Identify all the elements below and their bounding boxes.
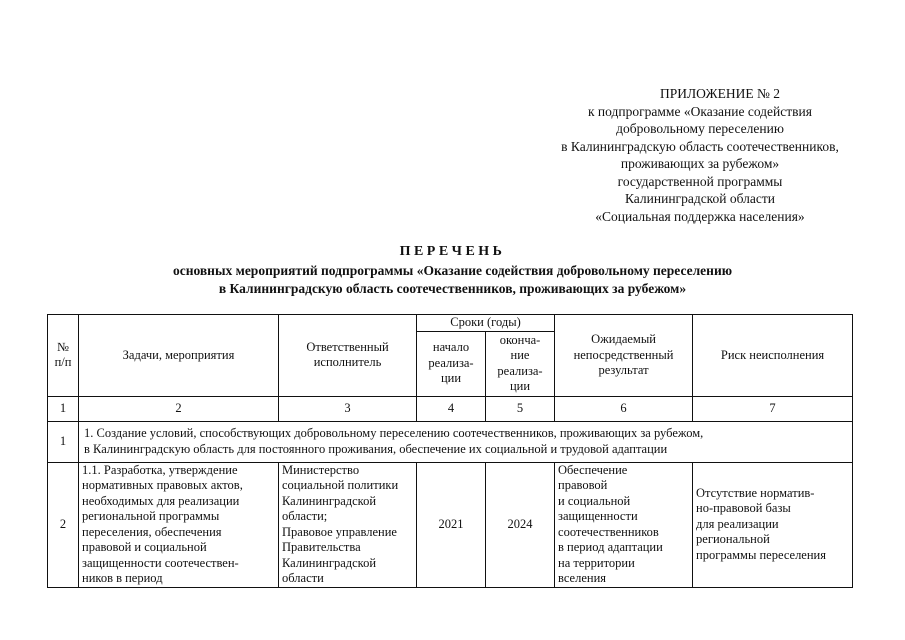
column-number: 5 <box>486 396 555 421</box>
row-task <box>79 462 279 587</box>
row-task-line: правовой и социальной <box>82 540 207 554</box>
appendix-heading: ПРИЛОЖЕНИЕ № 2 <box>659 86 781 101</box>
appendix-line: государственной программы <box>617 173 783 189</box>
row-task-line: региональной программы <box>82 509 220 523</box>
document-title: ПЕРЕЧЕНЬ <box>399 244 506 259</box>
row-responsible-line: Калининградской <box>282 493 377 508</box>
header-responsible-line: Ответственный <box>306 339 389 354</box>
subtitle-line-2: в Калининградскую область соотечественников, проживающих за рубежом» <box>218 281 687 296</box>
row-task-line: защищенности соотечествен- <box>82 555 239 570</box>
row-num: 2 <box>48 462 79 587</box>
row-result-line: и социальной <box>558 493 631 508</box>
column-number: 3 <box>279 396 417 421</box>
header-end <box>486 331 555 396</box>
row-result-line: правовой <box>558 478 608 492</box>
measures-table <box>47 314 853 588</box>
row-risk-line: для реализации <box>696 516 779 531</box>
header-result-line: результат <box>598 363 649 377</box>
appendix-line: добровольному переселению <box>616 121 784 136</box>
header-end-line: оконча- <box>499 332 541 347</box>
row-result-line: вселения <box>558 571 607 585</box>
column-number: 4 <box>417 396 486 421</box>
appendix-line: к подпрограмме «Оказание содействия <box>588 103 812 119</box>
row-result-line: соотечественников <box>558 524 659 539</box>
row-result-line: Обеспечение <box>558 462 628 477</box>
row-start-year: 2021 <box>417 462 486 587</box>
row-task-line: переселения, обеспечения <box>82 524 222 539</box>
header-tasks: Задачи, мероприятия <box>79 315 279 397</box>
header-result-line: Ожидаемый <box>591 332 656 346</box>
row-responsible <box>279 462 417 587</box>
column-number: 6 <box>555 396 693 421</box>
appendix-line: проживающих за рубежом» <box>620 156 780 171</box>
row-responsible-line: области; <box>282 509 328 523</box>
row-result-line: в период адаптации <box>558 540 663 554</box>
row-task-line: 1.1. Разработка, утверждение <box>82 462 238 477</box>
header-num-line: п/п <box>54 355 72 370</box>
header-start-line: реализа- <box>428 355 474 370</box>
header-num-line: № <box>57 339 69 354</box>
appendix-line: в Калининградскую область соотечественников, <box>561 138 839 154</box>
row-responsible-line: Министерство <box>282 462 360 477</box>
header-result-line: непосредственный <box>573 347 674 362</box>
row-responsible-line: Правовое управление <box>282 524 397 539</box>
row-risk-line: но-правовой базы <box>696 501 791 516</box>
section-row <box>48 421 853 462</box>
row-responsible-line: социальной политики <box>282 478 399 492</box>
section-title-line: в Калининградскую область для постоянного проживания, обеспечение их социальной и трудовой адаптации <box>84 441 668 456</box>
header-result <box>555 315 693 397</box>
header-responsible <box>279 315 417 397</box>
column-number-row <box>48 396 853 421</box>
row-responsible-line: Правительства <box>282 540 361 554</box>
header-terms: Сроки (годы) <box>417 315 555 332</box>
appendix-line: Калининградской области <box>624 191 776 206</box>
row-responsible-line: области <box>282 571 324 585</box>
section-title-line: 1. Создание условий, способствующих добровольному переселению соотечественников, проживающих за рубежом, <box>84 426 704 440</box>
row-end-year: 2024 <box>486 462 555 587</box>
row-risk-line: региональной <box>696 532 770 547</box>
row-risk-line: Отсутствие норматив- <box>696 485 815 500</box>
header-responsible-line: исполнитель <box>313 355 382 370</box>
appendix-line: «Социальная поддержка населения» <box>595 208 805 224</box>
table-row <box>48 462 853 587</box>
row-result <box>555 462 693 587</box>
header-end-line: реализа- <box>497 363 543 378</box>
section-title <box>79 421 853 462</box>
row-responsible-line: Калининградской <box>282 555 377 570</box>
header-end-line: ние <box>510 348 530 362</box>
row-result-line: на территории <box>558 555 635 570</box>
header-start-line: ции <box>440 371 462 386</box>
section-num: 1 <box>48 421 79 462</box>
header-end-line: ции <box>509 379 531 393</box>
column-number: 1 <box>48 396 79 421</box>
column-number: 7 <box>693 396 853 421</box>
header-start-line: начало <box>432 340 470 355</box>
row-risk-line: программы переселения <box>696 547 826 562</box>
row-risk <box>693 462 853 587</box>
row-task-line: необходимых для реализации <box>82 493 240 508</box>
row-task-line: нормативных правовых актов, <box>82 478 243 492</box>
row-task-line: ников в период <box>82 571 163 585</box>
header-num <box>48 315 79 397</box>
row-result-line: защищенности <box>558 509 638 523</box>
header-start <box>417 331 486 396</box>
column-number: 2 <box>79 396 279 421</box>
subtitle-line-1: основных мероприятий подпрограммы «Оказание содействия добровольному переселению <box>172 263 733 278</box>
header-risk: Риск неисполнения <box>693 315 853 397</box>
